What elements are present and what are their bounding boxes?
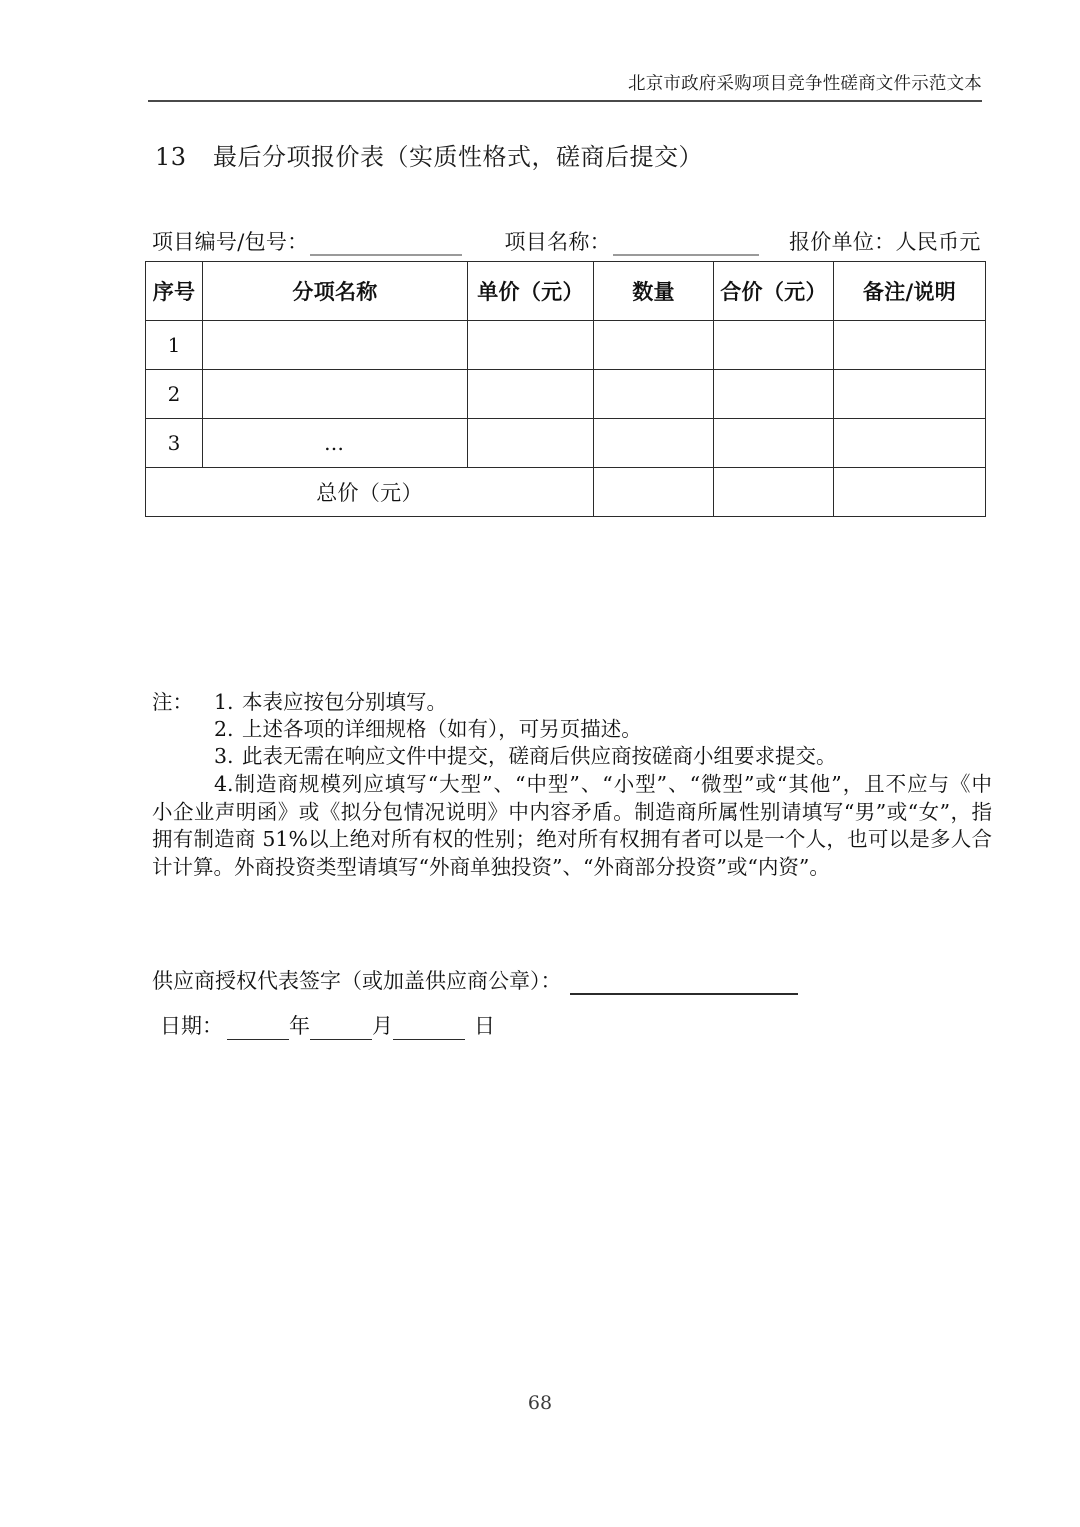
row-quantity-cell[interactable] <box>594 370 714 419</box>
note-number: 3. <box>214 744 234 769</box>
row-index-cell: 2 <box>146 370 203 419</box>
total-amount-cell[interactable] <box>714 468 834 517</box>
date-year-input[interactable] <box>227 1024 289 1040</box>
column-header-index: 序号 <box>146 262 203 321</box>
form-meta-line <box>152 226 988 256</box>
itemized-price-table <box>145 261 986 517</box>
date-label: 日期： <box>160 1014 223 1038</box>
table-row <box>146 370 986 419</box>
date-month-input[interactable] <box>310 1024 372 1040</box>
row-amount-cell[interactable] <box>714 370 834 419</box>
row-remark-cell[interactable] <box>834 321 986 370</box>
date-year-unit: 年 <box>289 1014 310 1038</box>
column-header-name: 分项名称 <box>203 262 468 321</box>
date-month-unit: 月 <box>372 1014 393 1038</box>
row-amount-cell[interactable] <box>714 321 834 370</box>
row-name-cell[interactable] <box>203 321 468 370</box>
notes-prefix-label: 注： <box>152 690 193 714</box>
total-price-label: 总价（元） <box>146 468 594 517</box>
note-number: 4. <box>214 772 234 797</box>
note-text: 上述各项的详细规格（如有），可另页描述。 <box>242 717 642 742</box>
section-number: 13 <box>155 143 187 171</box>
row-quantity-cell[interactable] <box>594 419 714 468</box>
table-header-row <box>146 262 986 321</box>
section-heading <box>155 137 703 172</box>
row-remark-cell[interactable] <box>834 419 986 468</box>
note-number: 1. <box>214 690 234 714</box>
table-body <box>146 321 986 517</box>
row-name-cell[interactable] <box>203 370 468 419</box>
row-unit-price-cell[interactable] <box>468 419 594 468</box>
date-day-input[interactable] <box>393 1024 465 1040</box>
project-name-input[interactable] <box>613 237 759 256</box>
row-quantity-cell[interactable] <box>594 321 714 370</box>
note-text: 此表无需在响应文件中提交，磋商后供应商按磋商小组要求提交。 <box>242 744 837 769</box>
project-name-label: 项目名称： <box>504 230 611 254</box>
notes-block <box>152 689 1013 881</box>
total-quantity-cell[interactable] <box>594 468 714 517</box>
total-remark-cell[interactable] <box>834 468 986 517</box>
table-row <box>146 419 986 468</box>
row-unit-price-cell[interactable] <box>468 370 594 419</box>
table-header <box>146 262 986 321</box>
note-item <box>152 743 992 770</box>
note-item-long <box>152 771 1013 881</box>
signature-label: 供应商授权代表签字（或加盖供应商公章）： <box>152 969 562 993</box>
column-header-amount: 合价（元） <box>714 262 834 321</box>
column-header-unit-price: 单价（元） <box>468 262 594 321</box>
project-code-input[interactable] <box>310 237 462 256</box>
row-unit-price-cell[interactable] <box>468 321 594 370</box>
row-remark-cell[interactable] <box>834 370 986 419</box>
row-amount-cell[interactable] <box>714 419 834 468</box>
project-code-label: 项目编号/包号： <box>152 230 309 254</box>
currency-unit-label: 报价单位：人民币元 <box>788 230 981 254</box>
table-total-row <box>146 468 986 517</box>
note-item <box>152 716 992 743</box>
column-header-quantity: 数量 <box>594 262 714 321</box>
row-name-cell[interactable]: … <box>203 419 468 468</box>
running-head-text: 北京市政府采购项目竞争性磋商文件示范文本 <box>628 74 982 94</box>
note-item <box>152 689 992 716</box>
signature-row <box>152 965 798 995</box>
row-index-cell: 3 <box>146 419 203 468</box>
note-text: 本表应按包分别填写。 <box>242 690 447 714</box>
table-row <box>146 321 986 370</box>
header-divider <box>148 100 982 102</box>
note-text: 制造商规模列应填写“大型”、“中型”、“小型”、“微型”或“其他”，且不应与《中 小企业声明函》或《拟分包情况说明》中内容矛盾。制造商所属性别请填写“男”或“女”，指拥有制造商 51%以上绝对所有权的性别；绝对所有权拥有者可以是一个人，也可以是多人合计计算。外商投资类型请填写“外商单独投资”、“外商部分投资”或“内资”。 <box>152 772 1013 879</box>
date-row <box>160 1010 495 1040</box>
page-header <box>148 74 982 102</box>
section-title-text: 最后分项报价表（实质性格式，磋商后提交） <box>213 143 703 171</box>
row-index-cell: 1 <box>146 321 203 370</box>
date-day-unit: 日 <box>474 1014 495 1038</box>
page-number: 68 <box>527 1392 553 1414</box>
column-header-remark: 备注/说明 <box>834 262 986 321</box>
note-number: 2. <box>214 717 234 742</box>
signature-input[interactable] <box>570 977 798 995</box>
